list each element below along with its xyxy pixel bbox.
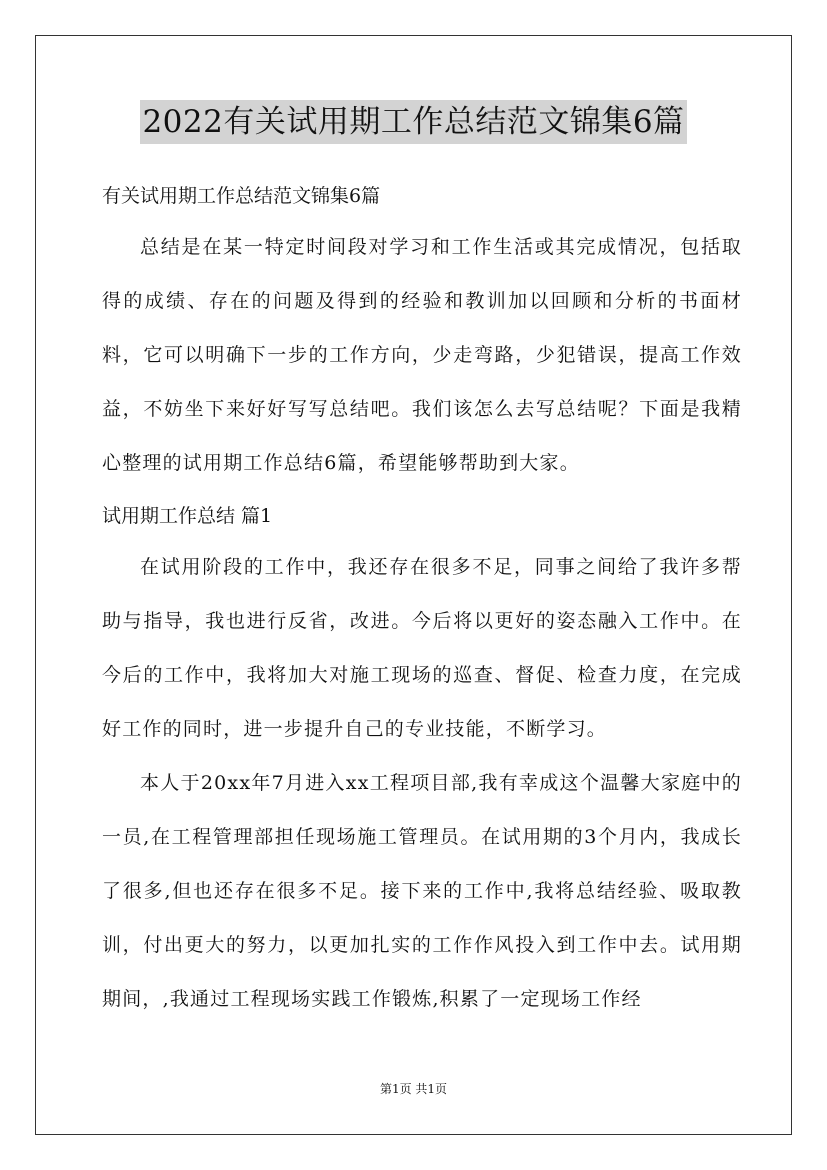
intro-paragraph: 总结是在某一特定时间段对学习和工作生活或其完成情况，包括取得的成绩、存在的问题及得到的经验和教训加以回顾和分析的书面材料，它可以明确下一步的工作方向，少走弯路，少犯错误，提高工作效益，不妨坐下来好好写写总结吧。我们该怎么去写总结呢？下面是我精心整理的试用期工作总结6篇，希望能够帮助到大家。 (102, 236, 742, 474)
document-title (0, 100, 827, 144)
body-paragraph-1: 在试用阶段的工作中，我还存在很多不足，同事之间给了我许多帮助与指导，我也进行反省，改进。今后将以更好的姿态融入工作中。在今后的工作中，我将加大对施工现场的巡查、督促、检查力度，在完成好工作的同时，进一步提升自己的专业技能，不断学习。 (102, 556, 742, 740)
document-body (102, 172, 742, 1026)
document-title-text: 2022有关试用期工作总结范文锦集6篇 (140, 100, 686, 144)
body-paragraph-2: 本人于20xx年7月进入xx工程项目部,我有幸成这个温馨大家庭中的一员,在工程管理部担任现场施工管理员。在试用期的3个月内，我成长了很多,但也还存在很多不足。接下来的工作中,我将总结经验、吸取教训，付出更大的努力，以更加扎实的工作作风投入到工作中去。试用期期间，,我通过工程现场实践工作锻炼,积累了一定现场工作经 (102, 772, 742, 1010)
document-subtitle: 有关试用期工作总结范文锦集6篇 (102, 185, 381, 207)
page-footer: 第1页 共1页 (379, 1082, 448, 1096)
section-heading: 试用期工作总结 篇1 (102, 505, 273, 527)
